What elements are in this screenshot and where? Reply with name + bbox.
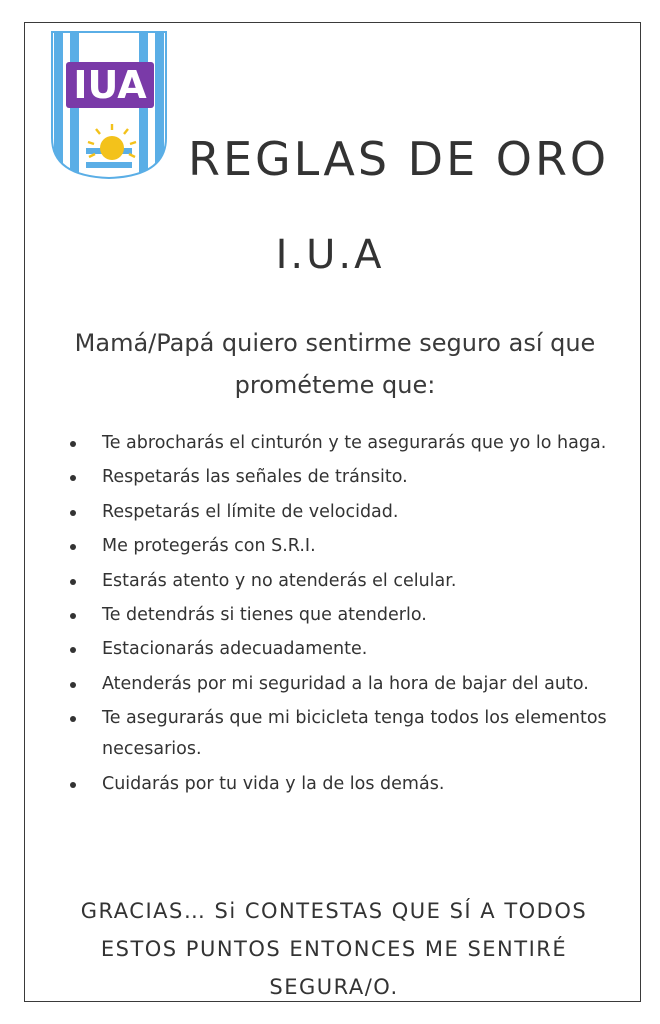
rule-text: Cuidarás por tu vida y la de los demás. — [102, 773, 445, 794]
rule-text: Me protegerás con S.R.I. — [102, 536, 316, 557]
bullet-icon — [70, 682, 76, 688]
rule-text: Te abrocharás el cinturón y te asegurarás que yo lo haga. — [102, 433, 607, 453]
bullet-icon — [70, 510, 76, 516]
rule-text: Atenderás por mi seguridad a la hora de bajar del auto. — [102, 673, 589, 694]
rule-text: Te asegurarás que mi bicicleta tenga todos los elementos necesarios. — [102, 708, 607, 760]
list-item — [62, 769, 622, 800]
rule-text: Estarás atento y no atenderás el celular. — [102, 570, 457, 591]
rule-text: Respetarás el límite de velocidad. — [102, 501, 399, 522]
list-item — [62, 600, 622, 631]
list-item — [62, 462, 622, 493]
bullet-icon — [70, 647, 76, 653]
closing-message — [36, 892, 632, 1006]
list-item — [62, 669, 622, 700]
page-title: REGLAS DE ORO — [188, 132, 610, 186]
rules-list — [62, 428, 622, 803]
bullet-icon — [70, 579, 76, 585]
list-item — [62, 566, 622, 597]
intro-line-1: Mamá/Papá quiero sentirme seguro así que — [74, 329, 596, 357]
closing-line-3: SEGURA/O. — [269, 975, 399, 999]
intro-line-2: prométeme que: — [234, 371, 436, 399]
closing-line-1: GRACIAS… Si CONTESTAS QUE SÍ A TODOS — [80, 899, 588, 923]
bullet-icon — [70, 782, 76, 788]
bullet-icon — [70, 441, 76, 447]
bullet-icon — [70, 475, 76, 481]
bullet-icon — [70, 613, 76, 619]
list-item — [62, 703, 622, 765]
intro-text — [40, 322, 630, 406]
bullet-icon — [70, 544, 76, 550]
rule-text: Te detendrás si tienes que atenderlo. — [102, 604, 427, 625]
list-item — [62, 428, 622, 459]
bullet-icon — [70, 716, 76, 722]
page-subtitle: I.U.A — [275, 232, 385, 278]
list-item — [62, 634, 622, 665]
rule-text: Respetarás las señales de tránsito. — [102, 467, 408, 488]
closing-line-2: ESTOS PUNTOS ENTONCES ME SENTIRÉ — [100, 937, 568, 961]
rule-text: Estacionarás adecuadamente. — [102, 639, 368, 660]
iua-logo — [50, 30, 168, 180]
list-item — [62, 497, 622, 528]
logo-text: IUA — [73, 63, 147, 107]
list-item — [62, 531, 622, 562]
